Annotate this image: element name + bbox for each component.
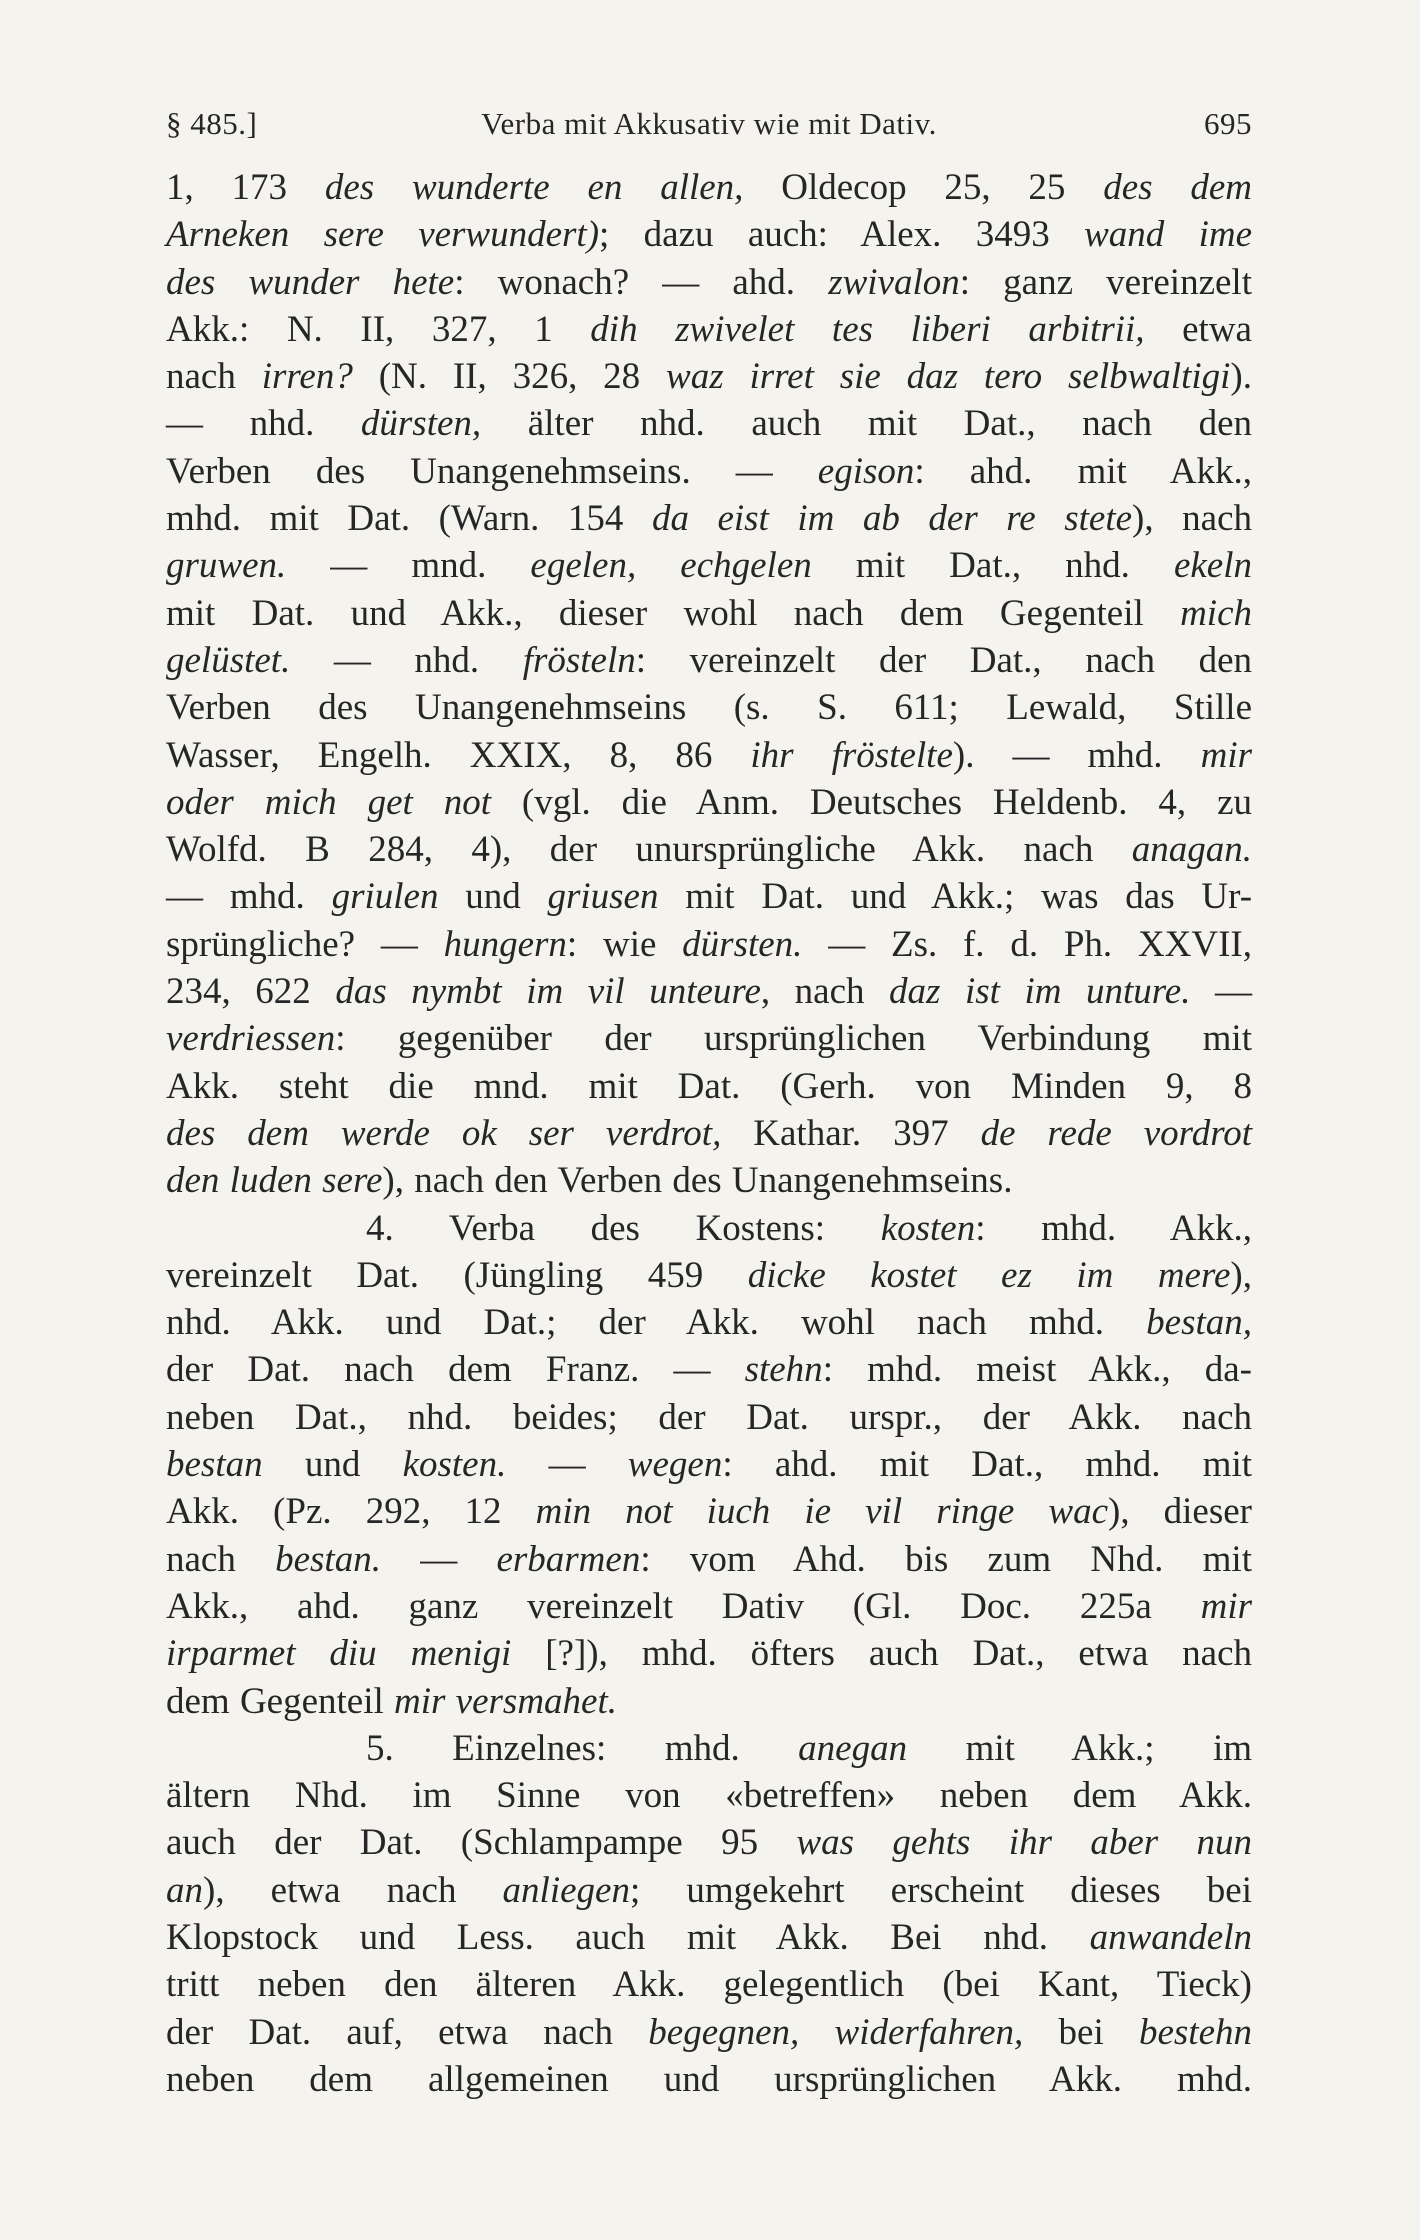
text-segment: ). — mhd. (952, 734, 1201, 776)
text-line (166, 1536, 1252, 1583)
italic-segment: frösteln (522, 639, 636, 681)
italic-segment: mir versmahet. (394, 1680, 617, 1722)
text-segment: — mhd. (166, 876, 332, 918)
text-segment: [?]), mhd. öfters auch Dat., etwa nach (511, 1633, 1252, 1675)
italic-segment: was gehts ihr aber nun (796, 1822, 1252, 1864)
text-segment: 4. Verba des Kostens: (366, 1207, 881, 1249)
text-segment: mit Dat. und Akk., dieser wohl nach dem Gegenteil (166, 592, 1181, 634)
italic-segment: dih zwivelet tes liberi arbitrii, (590, 308, 1145, 350)
text-line (166, 2056, 1252, 2103)
italic-segment: an (166, 1869, 203, 1911)
italic-segment: mir (1200, 1585, 1252, 1627)
text-line (166, 1015, 1252, 1062)
italic-segment: hungern (443, 923, 567, 965)
italic-segment: griusen (547, 876, 659, 918)
text-segment: der Dat. nach dem Franz. — (166, 1349, 745, 1391)
text-segment: : ganz vereinzelt (959, 261, 1252, 303)
italic-segment: zwivalon (828, 261, 960, 303)
text-segment: neben dem allgemeinen und ursprünglichen Akk. mhd. (166, 2058, 1252, 2100)
text-line (166, 590, 1252, 637)
italic-segment: oder mich get not (166, 781, 491, 823)
italic-segment: das nymbt im vil unteure (335, 971, 761, 1013)
text-line (166, 732, 1252, 779)
text-segment: : vereinzelt der Dat., nach den (635, 639, 1252, 681)
text-line (166, 921, 1252, 968)
text-line (166, 1678, 1252, 1725)
italic-segment: griulen (331, 876, 439, 918)
text-segment: ; dazu auch: Alex. 3493 (599, 214, 1085, 256)
italic-segment: dicke kostet ez im mere (747, 1254, 1231, 1296)
text-line (166, 1063, 1252, 1110)
italic-segment: waz irret sie daz tero selbwaltigi (666, 356, 1231, 398)
text-line (166, 1110, 1252, 1157)
text-segment: mhd. mit Dat. (Warn. 154 (166, 498, 652, 540)
text-line (166, 164, 1252, 211)
text-line (166, 211, 1252, 258)
italic-segment: stehn (744, 1349, 823, 1391)
italic-segment: des wunder hete (166, 261, 455, 303)
italic-segment: bestan. (275, 1538, 381, 1580)
text-segment: auch der Dat. (Schlampampe 95 (166, 1822, 797, 1864)
text-segment: — Zs. f. d. Ph. XXVII, (802, 923, 1253, 965)
text-line (166, 259, 1252, 306)
text-line (166, 1630, 1252, 1677)
italic-segment: bestan (166, 1444, 263, 1486)
italic-segment: anegan (798, 1727, 908, 1769)
text-segment: und (262, 1444, 403, 1486)
italic-segment: anagan. (1131, 829, 1252, 871)
text-segment: ), nach (1132, 498, 1252, 540)
italic-segment: erbarmen (496, 1538, 641, 1580)
text-segment: dem Gegenteil (166, 1680, 395, 1722)
text-segment: — mnd. (286, 545, 531, 587)
text-segment: , nach (760, 971, 890, 1013)
text-segment: ), nach den Verben des Unangenehmseins. (382, 1160, 1013, 1202)
italic-segment: bestehn (1138, 2011, 1252, 2053)
text-segment: — (506, 1444, 628, 1486)
body-text (166, 164, 1252, 2103)
italic-segment: dürsten. (682, 923, 803, 965)
text-segment: Kathar. 397 (721, 1112, 981, 1154)
italic-segment: kosten. (402, 1444, 507, 1486)
text-line (166, 1205, 1252, 1252)
section-number: § 485.] (166, 106, 258, 141)
italic-segment: des wunderte en allen, (324, 167, 744, 208)
text-segment: ), dieser (1108, 1491, 1252, 1533)
text-line (166, 637, 1252, 684)
italic-segment: min not iuch ie vil ringe wac (535, 1491, 1108, 1533)
italic-segment: gelüstet. (166, 639, 291, 681)
text-segment: bei (1023, 2011, 1139, 2053)
text-segment: — nhd. (166, 403, 361, 445)
text-line (166, 968, 1252, 1015)
text-segment: neben Dat., nhd. beides; der Dat. urspr., der Akk. nach (166, 1396, 1252, 1438)
italic-segment: des dem werde ok ser verdrot, (166, 1112, 722, 1154)
text-line (166, 779, 1252, 826)
text-line (166, 1252, 1252, 1299)
text-segment: etwa (1144, 308, 1252, 350)
text-segment: — nhd. (290, 639, 523, 681)
text-segment: (N. II, 326, 28 (352, 356, 667, 398)
text-segment: : gegenüber der ursprünglichen Verbindung mit (335, 1018, 1252, 1060)
italic-segment: ekeln (1173, 545, 1252, 587)
text-segment: nach (166, 356, 262, 398)
italic-segment: egelen, echgelen (530, 545, 812, 587)
text-segment: Wolfd. B 284, 4), der unursprüngliche Akk. nach (166, 829, 1132, 871)
text-line (166, 1394, 1252, 1441)
text-line (166, 1867, 1252, 1914)
italic-segment: bestan, (1146, 1302, 1252, 1344)
running-header (166, 106, 1252, 150)
italic-segment: de rede vordrot (980, 1112, 1253, 1154)
text-segment: 1, 173 (166, 167, 325, 208)
text-segment: : ahd. mit Dat., mhd. mit (722, 1444, 1253, 1486)
text-segment: ; umgekehrt erscheint dieses bei (629, 1869, 1252, 1911)
italic-segment: dürsten, (360, 403, 482, 445)
italic-segment: mich (1180, 592, 1252, 634)
italic-segment: wegen (627, 1444, 723, 1486)
text-line (166, 1488, 1252, 1535)
italic-segment: verdriessen (166, 1018, 336, 1060)
text-segment: tritt neben den älteren Akk. gelegentlich (bei Kant, Tieck) (166, 1964, 1252, 2006)
text-line (166, 448, 1252, 495)
italic-segment: den luden sere (166, 1160, 383, 1202)
italic-segment: mir (1200, 734, 1252, 776)
text-segment: Verben des Unangenehmseins. — (166, 450, 818, 492)
italic-segment: irparmet diu menigi (166, 1633, 512, 1675)
italic-segment: des dem (1103, 167, 1252, 208)
text-segment: und (438, 876, 548, 918)
text-line (166, 1772, 1252, 1819)
text-segment: 234, 622 (166, 971, 336, 1013)
text-segment: der Dat. auf, etwa nach (166, 2011, 649, 2053)
italic-segment: irren? (261, 356, 353, 398)
text-line (166, 1725, 1252, 1772)
text-line (166, 873, 1252, 920)
italic-segment: begegnen, widerfahren, (648, 2011, 1024, 2053)
text-line (166, 400, 1252, 447)
text-segment: Akk., ahd. ganz vereinzelt Dativ (Gl. Doc. 225a (166, 1585, 1201, 1627)
text-line (166, 1819, 1252, 1866)
text-segment: Klopstock und Less. auch mit Akk. Bei nhd. (166, 1916, 1090, 1958)
italic-segment: egison (817, 450, 915, 492)
text-segment: Verben des Unangenehmseins (s. S. 611; Lewald, Stille (166, 687, 1252, 729)
text-segment: vereinzelt Dat. (Jüngling 459 (166, 1254, 748, 1296)
text-segment: Akk.: N. II, 327, 1 (166, 308, 591, 350)
text-line (166, 826, 1252, 873)
italic-segment: kosten (880, 1207, 976, 1249)
text-line (166, 1346, 1252, 1393)
italic-segment: anwandeln (1089, 1916, 1252, 1958)
text-segment: Wasser, Engelh. XXIX, 8, 86 (166, 734, 751, 776)
text-segment: sprüngliche? — (166, 923, 444, 965)
text-line (166, 1583, 1252, 1630)
text-segment: : vom Ahd. bis zum Nhd. mit (640, 1538, 1252, 1580)
italic-segment: anliegen (502, 1869, 630, 1911)
text-line (166, 306, 1252, 353)
italic-segment: da eist im ab der re stete (651, 498, 1133, 540)
text-segment: ältern Nhd. im Sinne von «betreffen» neben dem Akk. (166, 1775, 1252, 1817)
text-segment: mit Dat. und Akk.; was das Ur- (658, 876, 1253, 918)
text-segment: mit Dat., nhd. (811, 545, 1174, 587)
text-line (166, 1961, 1252, 2008)
text-segment: älter nhd. auch mit Dat., nach den (481, 403, 1253, 445)
text-segment: nach (166, 1538, 276, 1580)
text-segment: ). (1230, 356, 1252, 398)
text-segment: mit Akk.; im (907, 1727, 1252, 1769)
text-line (166, 1441, 1252, 1488)
italic-segment: wand ime (1084, 214, 1252, 256)
text-segment: 5. Einzelnes: mhd. (366, 1727, 799, 1769)
text-segment: : mhd. meist Akk., da- (822, 1349, 1252, 1391)
running-title: Verba mit Akkusativ wie mit Dativ. (481, 106, 937, 141)
text-line (166, 542, 1252, 589)
text-line (166, 1157, 1252, 1204)
italic-segment: gruwen. (166, 545, 287, 587)
italic-segment: ihr fröstelte (750, 734, 953, 776)
text-segment: ), (1230, 1254, 1252, 1296)
text-line (166, 2009, 1252, 2056)
text-segment: : wonach? — ahd. (454, 261, 829, 303)
page-number: 695 (1204, 106, 1252, 141)
text-line (166, 495, 1252, 542)
text-segment: nhd. Akk. und Dat.; der Akk. wohl nach mhd. (166, 1302, 1147, 1344)
text-line (166, 353, 1252, 400)
italic-segment: Arneken sere verwundert) (166, 214, 600, 256)
text-segment: — (1190, 971, 1252, 1013)
text-segment: Akk. (Pz. 292, 12 (166, 1491, 536, 1533)
text-segment: Akk. steht die mnd. mit Dat. (Gerh. von Minden 9, 8 (166, 1065, 1252, 1107)
text-segment: — (380, 1538, 497, 1580)
text-segment: : wie (566, 923, 683, 965)
text-segment: (vgl. die Anm. Deutsches Heldenb. 4, zu (490, 781, 1252, 823)
italic-segment: daz ist im unture. (889, 971, 1191, 1013)
text-line (166, 684, 1252, 731)
text-segment: : ahd. mit Akk., (914, 450, 1252, 492)
text-line (166, 1914, 1252, 1961)
text-segment: : mhd. Akk., (975, 1207, 1252, 1249)
text-segment: Oldecop 25, 25 (743, 167, 1104, 208)
text-segment: ), etwa nach (203, 1869, 503, 1911)
text-line (166, 1299, 1252, 1346)
